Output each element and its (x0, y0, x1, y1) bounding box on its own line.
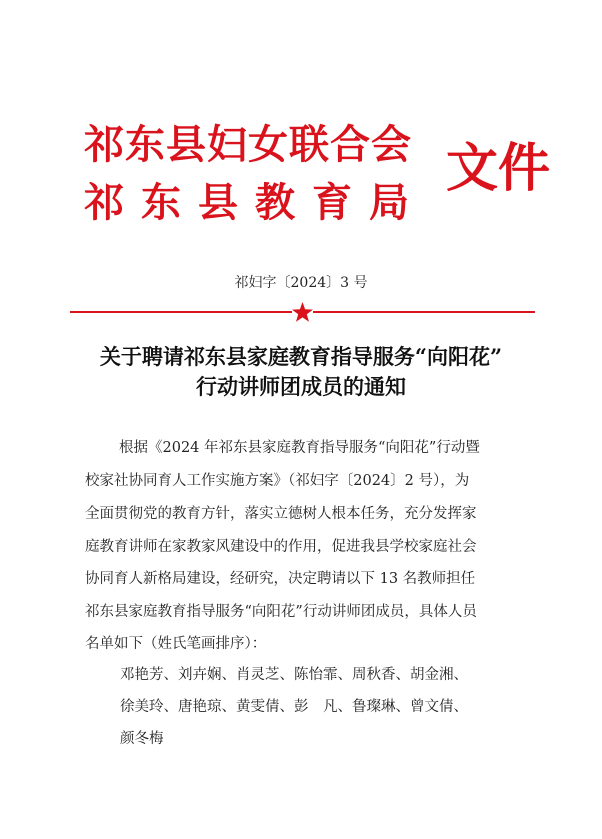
body-line: 根据《2024 年祁东县家庭教育指导服务“向阳花”行动暨 (119, 440, 480, 456)
notice-title-line-2: 行动讲师团成员的通知 (196, 374, 406, 399)
document-number: 祁妇字〔2024〕3 号 (234, 275, 368, 291)
issuing-org-line-1: 祁东县妇女联合会 (84, 121, 412, 168)
names-line: 邓艳芳、刘卉娴、肖灵芝、陈怡霏、周秋香、胡金湘、 (120, 667, 468, 683)
star-icon (292, 302, 313, 322)
names-line: 颜冬梅 (120, 731, 164, 747)
body-line: 全面贯彻党的教育方针，落实立德树人根本任务，充分发挥家 (85, 506, 477, 522)
body-line: 庭教育讲师在家教家风建设中的作用，促进我县学校家庭社会 (85, 539, 477, 555)
red-divider (70, 300, 535, 324)
body-line: 协同育人新格局建设，经研究，决定聘请以下 13 名教师担任 (85, 571, 476, 587)
body-line: 名单如下（姓氏笔画排序）： (85, 636, 267, 652)
body-line: 校家社协同育人工作实施方案》（祁妇字〔2024〕2 号），为 (85, 473, 470, 489)
issuing-org-line-2: 祁东县教育局 (84, 179, 426, 226)
notice-title-line-1: 关于聘请祁东县家庭教育指导服务“向阳花” (99, 344, 503, 369)
body-line: 祁东县家庭教育指导服务“向阳花”行动讲师团成员，具体人员 (85, 604, 477, 620)
names-line: 徐美玲、唐艳琼、黄雯倩、彭 凡、鲁璨琳、曾文倩、 (120, 699, 468, 715)
document-word: 文件 (446, 138, 551, 199)
